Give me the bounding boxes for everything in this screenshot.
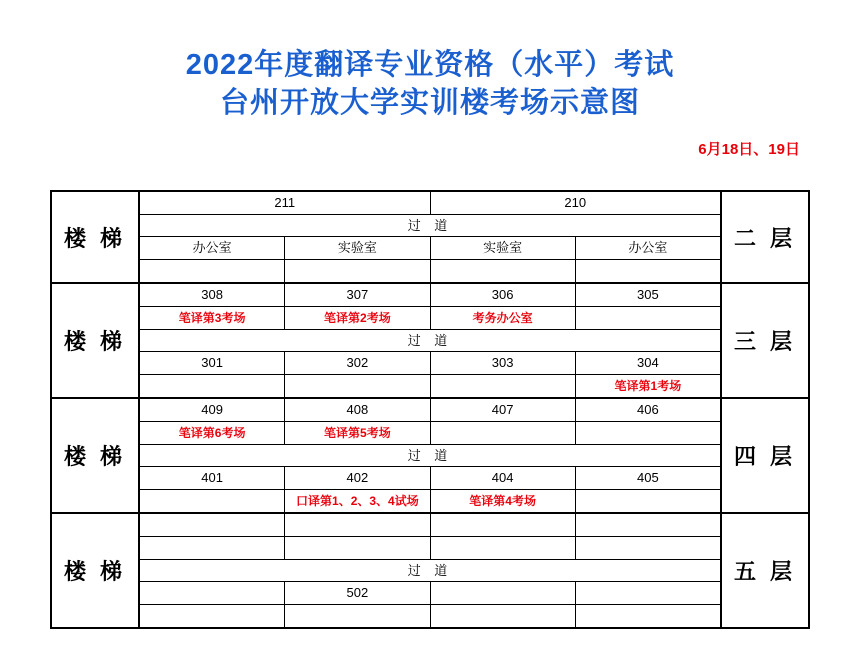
room-number-label: 308 (140, 284, 285, 306)
room-row (140, 192, 720, 215)
floor-section (52, 192, 808, 284)
room-number-label: 办公室 (628, 240, 668, 255)
floor-section (52, 514, 808, 627)
room-usage-label: 口译第1、2、3、4试场 (285, 490, 430, 512)
room-number-label: 210 (564, 195, 587, 210)
room-row (140, 352, 720, 375)
floor-rooms (140, 399, 720, 512)
room-row (140, 422, 720, 445)
room-number-label: 406 (637, 402, 659, 417)
stairwell-label: 楼 梯 (52, 514, 140, 627)
room-number-label: 407 (431, 399, 576, 421)
room-row (140, 375, 720, 397)
room-number-label: 405 (637, 470, 659, 485)
room-number-label (140, 605, 285, 627)
title-block (0, 0, 860, 159)
room-number-label: 402 (285, 467, 430, 489)
room-row (140, 237, 720, 260)
room-usage-label: 笔译第5考场 (285, 422, 430, 444)
floor-name-label: 二 层 (720, 192, 808, 282)
room-number-label (140, 537, 285, 559)
floor-rooms (140, 192, 720, 282)
room-usage-label: 笔译第2考场 (285, 307, 430, 329)
room-number-label (285, 260, 430, 282)
room-number-label: 303 (431, 352, 576, 374)
room-row (140, 514, 720, 537)
room-number-label: 404 (431, 467, 576, 489)
room-usage-label: 考务办公室 (431, 307, 576, 329)
room-usage-label: 笔译第3考场 (140, 307, 285, 329)
room-number-label (285, 375, 430, 397)
room-number-label: 305 (637, 287, 659, 302)
room-number-label (285, 514, 430, 536)
room-number-label (431, 514, 576, 536)
floor-name-label: 五 层 (720, 514, 808, 627)
room-number-label (431, 582, 576, 604)
floor-rooms (140, 284, 720, 397)
room-number-label (576, 537, 720, 559)
room-row (140, 399, 720, 422)
room-number-label: 401 (140, 467, 285, 489)
room-row (140, 582, 720, 605)
room-number-label (576, 490, 720, 512)
room-usage-label: 笔译第4考场 (431, 490, 576, 512)
floor-name-label: 四 层 (720, 399, 808, 512)
room-row (140, 260, 720, 282)
stairwell-label: 楼 梯 (52, 399, 140, 512)
room-row (140, 605, 720, 627)
floor-plan-table (50, 190, 810, 629)
room-number-label: 211 (140, 192, 431, 214)
stairwell-label: 楼 梯 (52, 284, 140, 397)
stairwell-label: 楼 梯 (52, 192, 140, 282)
room-number-label (140, 375, 285, 397)
room-number-label (140, 514, 285, 536)
room-number-label (576, 514, 720, 536)
floor-name-label: 三 层 (720, 284, 808, 397)
room-number-label (140, 582, 285, 604)
room-number-label: 502 (285, 582, 430, 604)
room-number-label (431, 537, 576, 559)
floor-rooms (140, 514, 720, 627)
room-number-label (576, 582, 720, 604)
corridor-label: 过 道 (140, 330, 720, 352)
room-number-label (431, 605, 576, 627)
room-number-label (576, 260, 720, 282)
room-number-label: 304 (637, 355, 659, 370)
room-number-label (576, 422, 720, 444)
room-row (140, 537, 720, 560)
room-number-label: 实验室 (285, 237, 430, 259)
page-title-line2: 台州开放大学实训楼考场示意图 (219, 87, 640, 119)
corridor-label: 过 道 (140, 560, 720, 582)
room-number-label: 408 (285, 399, 430, 421)
room-number-label (285, 605, 430, 627)
room-number-label (576, 307, 720, 329)
room-row (140, 307, 720, 330)
floor-section (52, 399, 808, 514)
corridor-label: 过 道 (140, 445, 720, 467)
room-number-label: 306 (431, 284, 576, 306)
room-usage-label: 笔译第6考场 (140, 422, 285, 444)
room-row (140, 284, 720, 307)
corridor-label: 过 道 (140, 215, 720, 237)
floor-section (52, 284, 808, 399)
room-number-label (140, 260, 285, 282)
page-title-line1: 2022年度翻译专业资格（水平）考试 (185, 49, 675, 81)
room-usage-label: 笔译第1考场 (614, 379, 682, 393)
room-row (140, 467, 720, 490)
room-number-label: 307 (285, 284, 430, 306)
room-number-label (431, 422, 576, 444)
room-row (140, 490, 720, 512)
room-number-label: 办公室 (140, 237, 285, 259)
room-number-label: 实验室 (431, 237, 576, 259)
room-number-label (431, 375, 576, 397)
room-number-label: 302 (285, 352, 430, 374)
room-number-label (285, 537, 430, 559)
room-number-label (576, 605, 720, 627)
room-number-label: 301 (140, 352, 285, 374)
room-number-label (140, 490, 285, 512)
room-number-label: 409 (140, 399, 285, 421)
room-number-label (431, 260, 576, 282)
exam-date-label: 6月18日、19日 (698, 141, 800, 158)
